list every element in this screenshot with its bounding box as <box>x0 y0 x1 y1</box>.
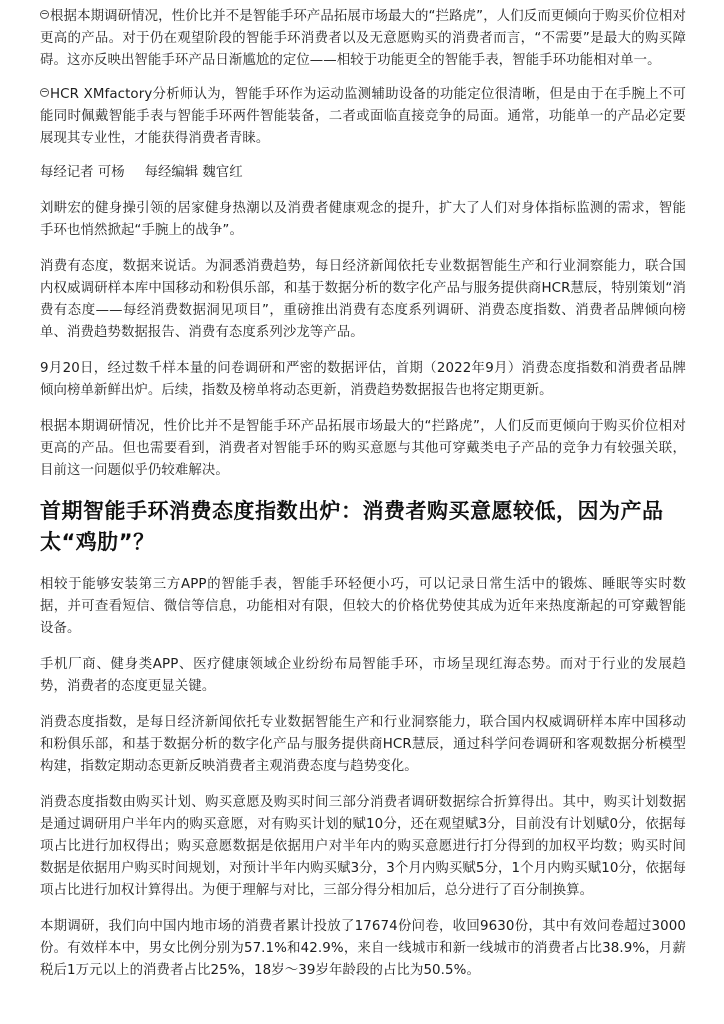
paragraph-text: 根据本期调研情况，性价比并不是智能手环产品拓展市场最大的“拦路虎”，人们反而更倾向于购买价位相对更高的产品。对于仍在观望阶段的智能手环消费者以及无意愿购买的消费者而言，“不需要”是最大的购买障碍。这亦反映出智能手环产品日渐尴尬的定位——相较于功能更全的智能手表，智能手环功能相对单一。 <box>40 9 686 68</box>
paragraph: 消费态度指数，是每日经济新闻依托专业数据智能生产和行业洞察能力，联合国内权威调研样本库中国移动和粉俱乐部，和基于数据分析的数字化产品与服务提供商HCR慧辰，通过科学问卷调研和客观数据分析模型构建，指数定期动态更新反映消费者主观消费态度与趋势变化。 <box>40 715 686 774</box>
paragraph-text: HCR XMfactory分析师认为，智能手环作为运动监测辅助设备的功能定位很清晰，但是由于在手腕上不可能同时佩戴智能手表与智能手环两件智能装备，二者或面临直接竞争的局面。通常，功能单一的产品必定要展现其专业性，才能获得消费者青睐。 <box>40 87 686 146</box>
paragraph: 消费有态度，数据来说话。为洞悉消费趋势，每日经济新闻依托专业数据智能生产和行业洞察能力，联合国内权威调研样本库中国移动和粉俱乐部，和基于数据分析的数字化产品与服务提供商HCR慧辰，特别策划“消费有态度——每经消费数据洞见项目”，重磅推出消费有态度系列调研、消费态度指数、消费者品牌倾向榜单、消费趋势数据报告、消费有态度系列沙龙等产品。 <box>40 259 686 340</box>
paragraph: 相较于能够安装第三方APP的智能手表，智能手环轻便小巧，可以记录日常生活中的锻炼、睡眠等实时数据，并可查看短信、微信等信息，功能相对有限，但较大的价格优势使其成为近年来热度渐起的可穿戴智能设备。 <box>40 577 686 636</box>
paragraph: 刘畊宏的健身操引领的居家健身热潮以及消费者健康观念的提升，扩大了人们对身体指标监测的需求，智能手环也悄然掀起“手腕上的战争”。 <box>40 201 686 238</box>
bullet-icon <box>40 88 49 97</box>
section-heading: 首期智能手环消费态度指数出炉：消费者购买意愿较低，因为产品太“鸡肋”？ <box>40 499 664 554</box>
paragraph: 根据本期调研情况，性价比并不是智能手环产品拓展市场最大的“拦路虎”，人们反而更倾向于购买价位相对更高的产品。但也需要看到，消费者对智能手环的购买意愿与其他可穿戴类电子产品的竞争力有较强关联，目前这一问题似乎仍较难解决。 <box>40 419 686 478</box>
paragraph: 消费态度指数由购买计划、购买意愿及购买时间三部分消费者调研数据综合折算得出。其中，购买计划数据是通过调研用户半年内的购买意愿，对有购买计划的赋10分，还在观望赋3分，目前没有计划赋0分，依据每项占比进行加权得出；购买意愿数据是依据用户对半年内的购买意愿进行打分得到的加权平均数；购买时间数据是依据用户购买时间规划，对预计半年内购买赋3分，3个月内购买赋5分，1个月内购买赋10分，依据每项占比进行加权计算得出。为便于理解与对比，三部分得分相加后，总分进行了百分制换算。 <box>40 795 686 898</box>
bullet-icon <box>40 10 49 19</box>
byline <box>40 162 686 184</box>
bullet-paragraph <box>40 6 686 72</box>
bullet-paragraph <box>40 84 686 150</box>
reporter-credit: 每经记者 可杨 <box>40 165 125 180</box>
paragraph: 本期调研，我们向中国内地市场的消费者累计投放了17674份问卷，收回9630份，其中有效问卷超过3000份。有效样本中，男女比例分别为57.1%和42.9%，来自一线城市和新一线城市的消费者占比38.9%，月薪税后1万元以上的消费者占比25%，18岁～39岁年龄段的占比为50.5%。 <box>40 919 686 978</box>
editor-credit: 每经编辑 魏官红 <box>144 165 243 180</box>
paragraph: 9月20日，经过数千样本量的问卷调研和严密的数据评估，首期（2022年9月）消费态度指数和消费者品牌倾向榜单新鲜出炉。后续，指数及榜单将动态更新，消费趋势数据报告也将定期更新。 <box>40 361 686 398</box>
paragraph: 手机厂商、健身类APP、医疗健康领域企业纷纷布局智能手环，市场呈现红海态势。而对于行业的发展趋势，消费者的态度更显关键。 <box>40 657 686 694</box>
